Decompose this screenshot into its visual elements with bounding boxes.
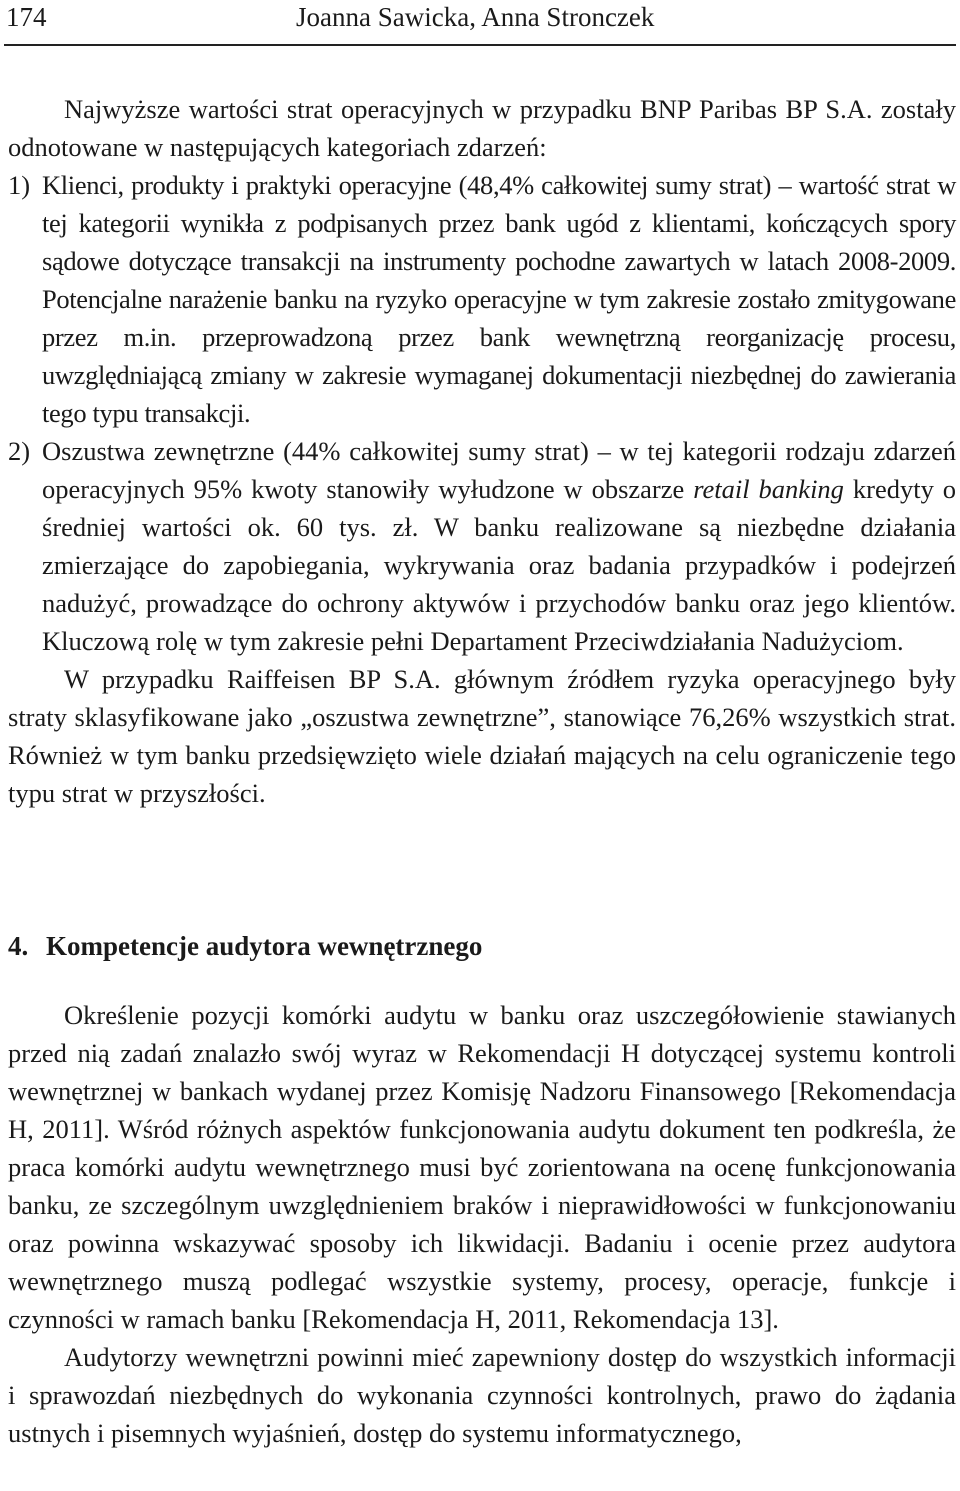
list-text-after: kredyty o średniej wartości ok. 60 tys. zł. W banku realizowane są niezbędne działania zmierzające do zapobiegania, wykrywania oraz badania przypadków i podejrzeń nadużyć, prowadzące do ochrony aktywów i przychodów banku oraz jego klientów. Kluczową rolę w tym zakresie pełni Departament Przeciwdziałania Nadużyciom.: [42, 474, 956, 656]
list-text-before: Oszustwa zewnętrzne (44% całkowitej sumy strat) – w tej kategorii rodzaju zdarzeń operacyjnych 95% kwoty stanowiły wyłudzone w obszarze: [42, 436, 956, 504]
list-text-italic: retail banking: [693, 474, 844, 504]
running-head: Joanna Sawicka, Anna Stronczek: [296, 2, 655, 32]
list-text: [42, 432, 956, 660]
section-paragraph-1: Określenie pozycji komórki audytu w banku oraz uszczegółowienie stawianych przed nią zadań znalazło swój wyraz w Rekomendacji H dotyczącej systemu kontroli wewnętrznej w bankach wydanej przez Komisję Nadzoru Finansowego [Rekomendacja H, 2011]. Wśród różnych aspektów funkcjonowania audytu dokument ten podkreśla, że praca komórki audytu wewnętrznego musi być zorientowana na ocenę funkcjonowania banku, ze szczególnym uwzględnieniem braków i nieprawidłowości w funkcjonowaniu oraz powinna wskazywać sposoby ich likwidacji. Badaniu i ocenie przez audytora wewnętrznego muszą podlegać wszystkie systemy, procesy, operacje, funkcje i czynności w ramach banku [Rekomendacja H, 2011, Rekomendacja 13].: [8, 1000, 956, 1334]
page-number: 174: [6, 2, 47, 32]
intro-paragraph: Najwyższe wartości strat operacyjnych w przypadku BNP Paribas BP S.A. zostały odnotowane w następujących kategoriach zdarzeń:: [8, 94, 956, 162]
list-number: 2): [8, 436, 31, 466]
section-heading: [8, 931, 482, 962]
section-paragraph-2: Audytorzy wewnętrzni powinni mieć zapewniony dostęp do wszystkich informacji i sprawozdań niezbędnych do wykonania czynności kontrolnych, prawo do żądania ustnych i pisemnych wyjaśnień, dostęp do systemu informatycznego,: [8, 1342, 956, 1448]
header-rule: [4, 44, 956, 46]
list-item-1: [8, 166, 956, 432]
body-text-lower: [8, 996, 956, 1452]
raiffeisen-paragraph: W przypadku Raiffeisen BP S.A. głównym źródłem ryzyka operacyjnego były straty sklasyfikowane jako „oszustwa zewnętrzne”, stanowiące 76,26% wszystkich strat. Również w tym banku przedsięwzięto wiele działań mających na celu ograniczenie tego typu strat w przyszłości.: [8, 664, 956, 808]
section-title: Kompetencje audytora wewnętrznego: [46, 931, 483, 961]
list-text: Klienci, produkty i praktyki operacyjne (48,4% całkowitej sumy strat) – wartość strat w tej kategorii wynikła z podpisanych przez bank ugód z klientami, kończących spory sądowe dotyczące transakcji na instrumenty pochodne zawartych w latach 2008-2009. Potencjalne narażenie banku na ryzyko operacyjne w tym zakresie zostało zmitygowane przez m.in. przeprowadzoną przez bank wewnętrzną reorganizację procesu, uwzględniającą zmiany w zakresie wymaganej dokumentacji niezbędnej do zawierania tego typu transakcji.: [42, 170, 956, 428]
body-text-upper: [8, 90, 956, 812]
section-number: 4.: [8, 931, 29, 961]
list-item-2: [8, 432, 956, 660]
page-header: [0, 0, 960, 46]
list-number: 1): [8, 170, 31, 200]
